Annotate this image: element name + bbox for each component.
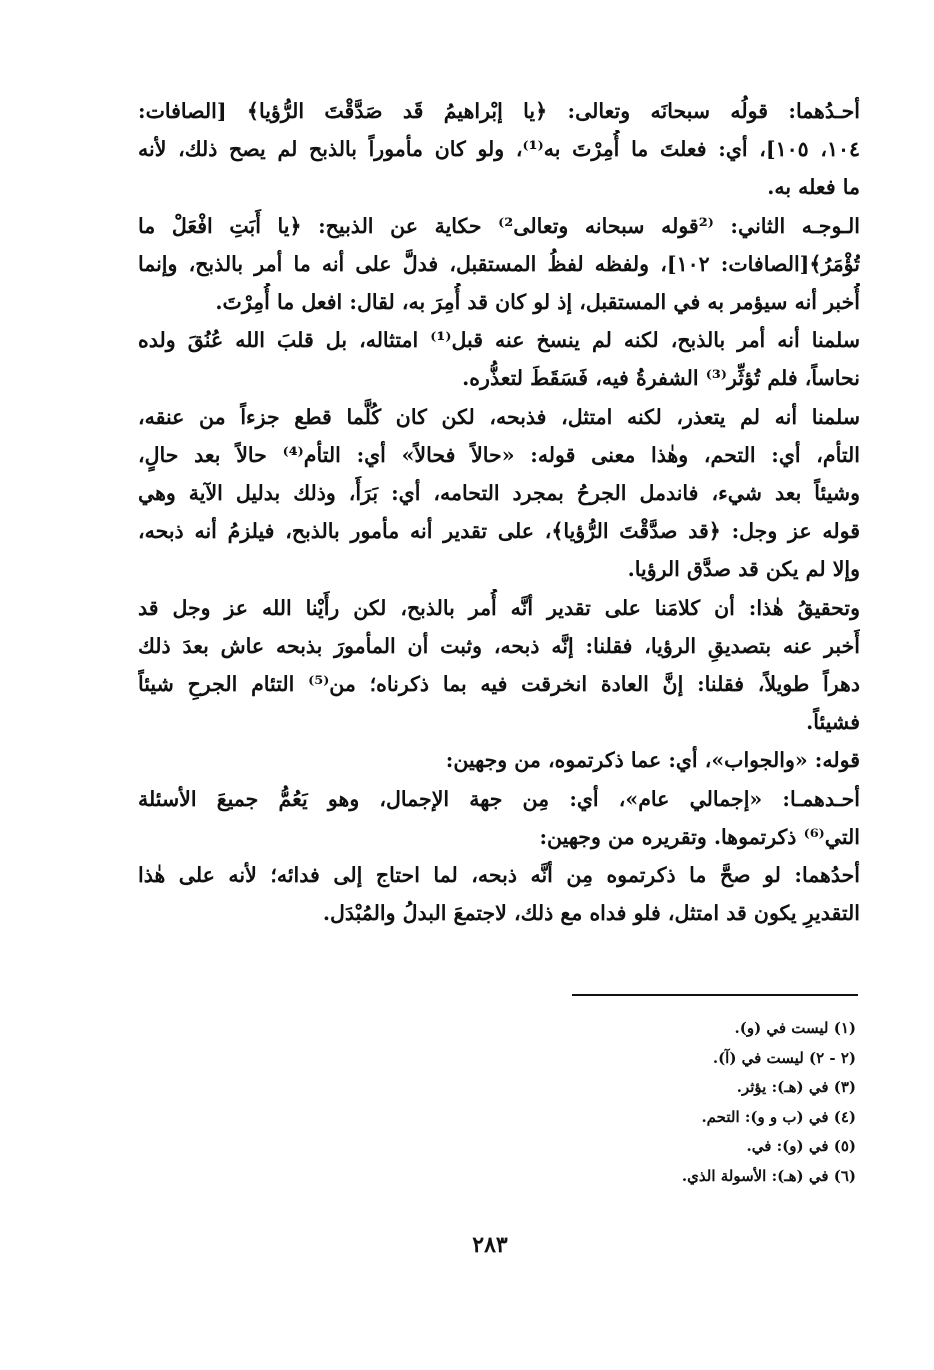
text-line: سلمنا أنه أمر بالذبح، لكنه لم ينسخ عنه قبل⁽¹⁾ امتثاله، بل قلبَ الله عُنُقَ ولده bbox=[138, 328, 860, 353]
text-line: سلمنا أنه لم يتعذر، لكنه امتثل، فذبحه، لكن كان كُلَّما قطع جزءاً من عنقه، bbox=[138, 404, 860, 429]
footnote: (١) ليست في (و). bbox=[734, 1019, 856, 1037]
footnote: (٥) في (و): في. bbox=[746, 1137, 856, 1155]
footnote: (٢ - ٢) ليست في (آ). bbox=[712, 1048, 856, 1067]
text-line: فشيئاً. bbox=[806, 710, 860, 735]
paragraph-6 bbox=[138, 741, 860, 779]
text-line: وشيئاً بعد شيء، فاندمل الجرحُ بمجرد التحامه، أي: بَرَأَ، وذلك بدليل الآية وهي bbox=[138, 481, 860, 506]
paragraph-8 bbox=[138, 856, 860, 932]
paragraph-5 bbox=[138, 589, 860, 742]
text-line: ١٠٤، ١٠٥]، أي: فعلتَ ما أُمِرْتَ به⁽¹⁾، ولو كان مأموراً بالذبح لم يصح ذلك، لأنه bbox=[138, 137, 860, 162]
text-line: وتحقيقُ هٰذا: أن كلامَنا على تقدير أنَّه أُمر بالذبح، لكن رأَيْنا الله عز وجل قد bbox=[138, 595, 860, 620]
text-line: وإلا لم يكن قد صدَّق الرؤيا. bbox=[627, 557, 860, 582]
text-line: التأم، أي: التحم، وهٰذا معنى قوله: «حالاً فحالاً» أي: التأم⁽⁴⁾ حالاً بعد حالٍ، bbox=[138, 442, 860, 467]
text-line: أحـدهمـا: «إجمالي عام»، أي: مِن جهة الإجمال، وهو يَعُمُّ جميعَ الأسئلة bbox=[138, 786, 860, 811]
text-line: أَخبر عنه بتصديقِ الرؤيا، فقلنا: إنَّه ذبحه، وثبت أن المأمورَ بذبحه عاش بعدَ ذلك bbox=[138, 633, 860, 658]
text-line: قوله: «والجواب»، أي: عما ذكرتموه، من وجهين: bbox=[445, 748, 860, 773]
text-line: أُخبر أنه سيؤمر به في المستقبل، إذ لو كان قد أُمِرَ به، لقال: افعل ما أُمِرْتَ. bbox=[215, 290, 860, 315]
footnote: (٦) في (هـ): الأسولة الذي. bbox=[681, 1166, 856, 1185]
text-line: قوله عز وجل: ﴿قد صدَّقْتَ الرُّؤيا﴾، على تقدير أنه مأمور بالذبح، فيلزمُ أنه ذبحه، bbox=[138, 519, 860, 544]
paragraph-4 bbox=[138, 398, 860, 589]
text-line: التقديرِ يكون قد امتثل، فلو فداه مع ذلك، لاجتمعَ البدلُ والمُبْدَل. bbox=[322, 901, 860, 926]
footnote: (٣) في (هـ): يؤثر. bbox=[736, 1078, 856, 1096]
paragraph-7 bbox=[138, 780, 860, 856]
text-line: أحدُهما: لو صحَّ ما ذكرتموه مِن أنَّه ذبحه، لما احتاج إلى فدائه؛ لأنه على هٰذا bbox=[138, 863, 860, 888]
text-line: نحاساً، فلم تُؤثِّر⁽³⁾ الشفرةُ فيه، فَسَقَطَ لتعذُّره. bbox=[462, 366, 860, 391]
text-line: ما فعله به. bbox=[767, 175, 860, 200]
text-line: أحـدُهما: قولُه سبحانَه وتعالى: ﴿يا إبْراهيمُ قَد صَدَّقْتَ الرُّؤيا﴾ [الصافات: bbox=[138, 99, 860, 123]
footnotes bbox=[500, 1014, 856, 1191]
text-line: تُؤْمَرُ﴾[الصافات: ١٠٢]، ولفظه لفظُ المستقبل، فدلَّ على أنه ما أمر بالذبح، وإنما bbox=[138, 251, 860, 276]
main-text bbox=[138, 92, 860, 932]
footnote-separator bbox=[572, 994, 858, 996]
text-line: التي⁽⁶⁾ ذكرتموها. وتقريره من وجهين: bbox=[539, 824, 860, 849]
paragraph-1 bbox=[138, 92, 860, 207]
text-line: دهراً طويلاً، فقلنا: إنَّ العادة انخرقت فيه بما ذكرناه؛ من⁽⁵⁾ التئام الجرحِ شيئاً bbox=[138, 672, 860, 697]
text-line: الـوجـه الثاني: ⁽²قوله سبحانه وتعالى²⁾ حكاية عن الذبيح: ﴿يا أَبَتِ افْعَلْ ما bbox=[138, 213, 860, 238]
paragraph-2 bbox=[138, 207, 860, 322]
paragraph-3 bbox=[138, 321, 860, 397]
footnote: (٤) في (ب و و): التحم. bbox=[701, 1107, 856, 1126]
page-number: ٢٨٣ bbox=[472, 1232, 508, 1258]
